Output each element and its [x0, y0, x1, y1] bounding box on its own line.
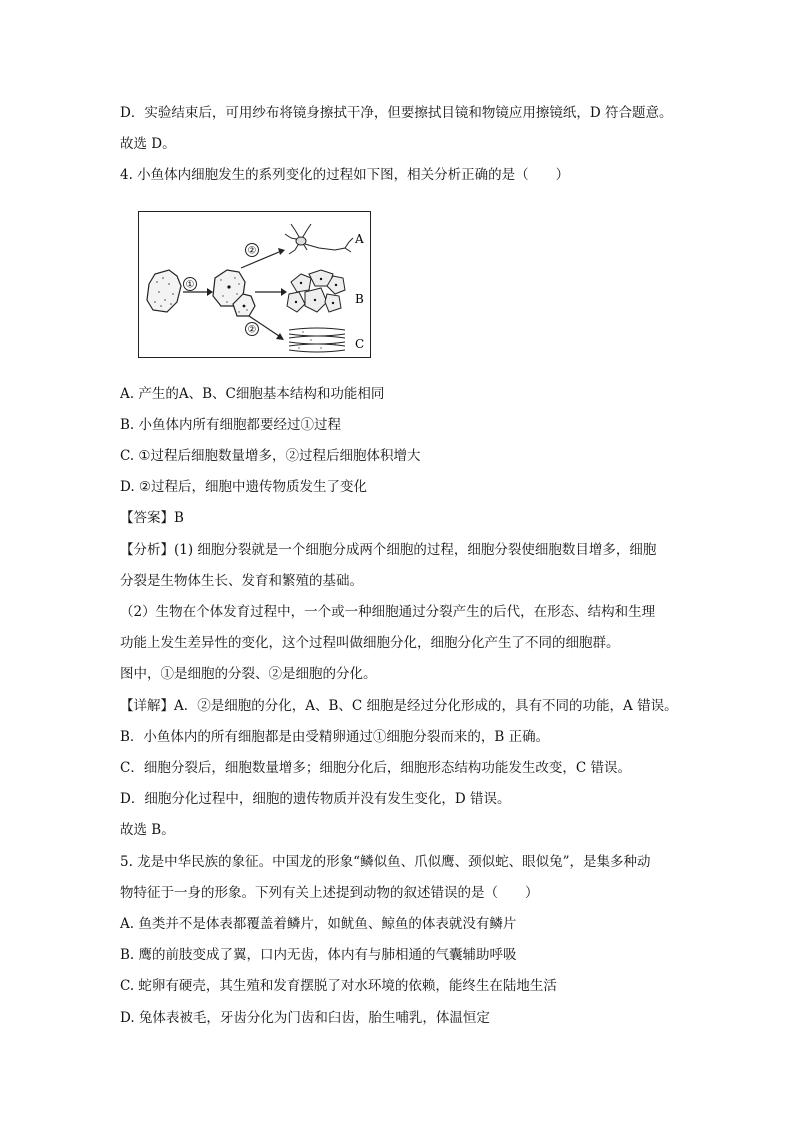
question-5-option-b: B. 鹰的前肢变成了翼，口内无齿，体内有与肺相通的气囊辅助呼吸: [120, 947, 517, 963]
option-d-explanation: D．实验结束后，可用纱布将镜身擦拭干净，但要擦拭目镜和物镜应用擦镜纸，D 符合题意。: [120, 105, 673, 121]
cell-group-b: [287, 270, 345, 312]
question-4-option-b: B. 小鱼体内所有细胞都要经过①过程: [120, 417, 342, 433]
analysis-line-1: 【分析】(1) 细胞分裂就是一个细胞分成两个细胞的过程，细胞分裂使细胞数目增多，细胞: [120, 542, 657, 558]
question-4-option-c: C. ①过程后细胞数量增多，②过程后细胞体积增大: [120, 448, 421, 464]
question-4-option-d: D. ②过程后，细胞中遗传物质发生了变化: [120, 479, 368, 495]
step-1-label: ①: [185, 279, 195, 291]
detail-line-4: D．细胞分化过程中，细胞的遗传物质并没有发生变化，D 错误。: [120, 791, 511, 807]
detail-line-2: B．小鱼体内的所有细胞都是由受精卵通过①细胞分裂而来的，B 正确。: [120, 729, 550, 745]
question-5-stem-line-2: 物特征于一身的形象。下列有关上述提到动物的叙述错误的是（ ）: [120, 885, 539, 901]
answer-choice-line: 故选 D。: [120, 136, 176, 152]
analysis-line-4: 功能上发生差异性的变化，这个过程叫做细胞分化，细胞分化产生了不同的细胞群。: [120, 635, 620, 651]
question-4-option-a: A. 产生的A、B、C细胞基本结构和功能相同: [120, 386, 385, 402]
question-4-stem: 4. 小鱼体内细胞发生的系列变化的过程如下图，相关分析正确的是（ ）: [120, 167, 570, 183]
original-cell: [147, 270, 181, 312]
step-2-label-top: ②: [247, 245, 257, 257]
analysis-line-2: 分裂是生物体生长、发育和繁殖的基础。: [120, 573, 363, 589]
analysis-line-5: 图中，①是细胞的分裂、②是细胞的分化。: [120, 666, 377, 682]
question-5-option-a: A. 鱼类并不是体表都覆盖着鳞片，如鱿鱼、鲸鱼的体表就没有鳞片: [120, 916, 517, 932]
detail-line-1: 【详解】A．②是细胞的分化，A、B、C 细胞是经过分化形成的，具有不同的功能，A 错误。: [120, 698, 678, 714]
diagram-graphic: [139, 212, 372, 359]
question-5-option-c: C. 蛇卵有硬壳，其生殖和发育摆脱了对水环境的依赖，能终生在陆地生活: [120, 978, 557, 994]
detail-line-5: 故选 B。: [120, 822, 175, 838]
cell-differentiation-diagram: [138, 211, 371, 358]
answer-label: 【答案】B: [120, 510, 184, 526]
step-2-label-bottom: ②: [247, 324, 257, 336]
analysis-line-3: （2）生物在个体发育过程中，一个或一种细胞通过分裂产生的后代，在形态、结构和生理: [120, 604, 656, 620]
detail-line-3: C．细胞分裂后，细胞数量增多；细胞分化后，细胞形态结构功能发生改变，C 错误。: [120, 760, 631, 776]
label-a: A: [355, 232, 364, 246]
neuron-cell-a: [285, 224, 353, 254]
question-5-stem-line-1: 5. 龙是中华民族的象征。中国龙的形象“鳞似鱼、爪似鹰、颈似蛇、眼似兔”，是集多种动: [120, 854, 651, 870]
label-c: C: [355, 337, 365, 351]
label-b: B: [355, 292, 364, 306]
question-5-option-d: D. 兔体表被毛，牙齿分化为门齿和臼齿，胎生哺乳，体温恒定: [120, 1010, 490, 1026]
muscle-tissue-c: [289, 328, 345, 352]
